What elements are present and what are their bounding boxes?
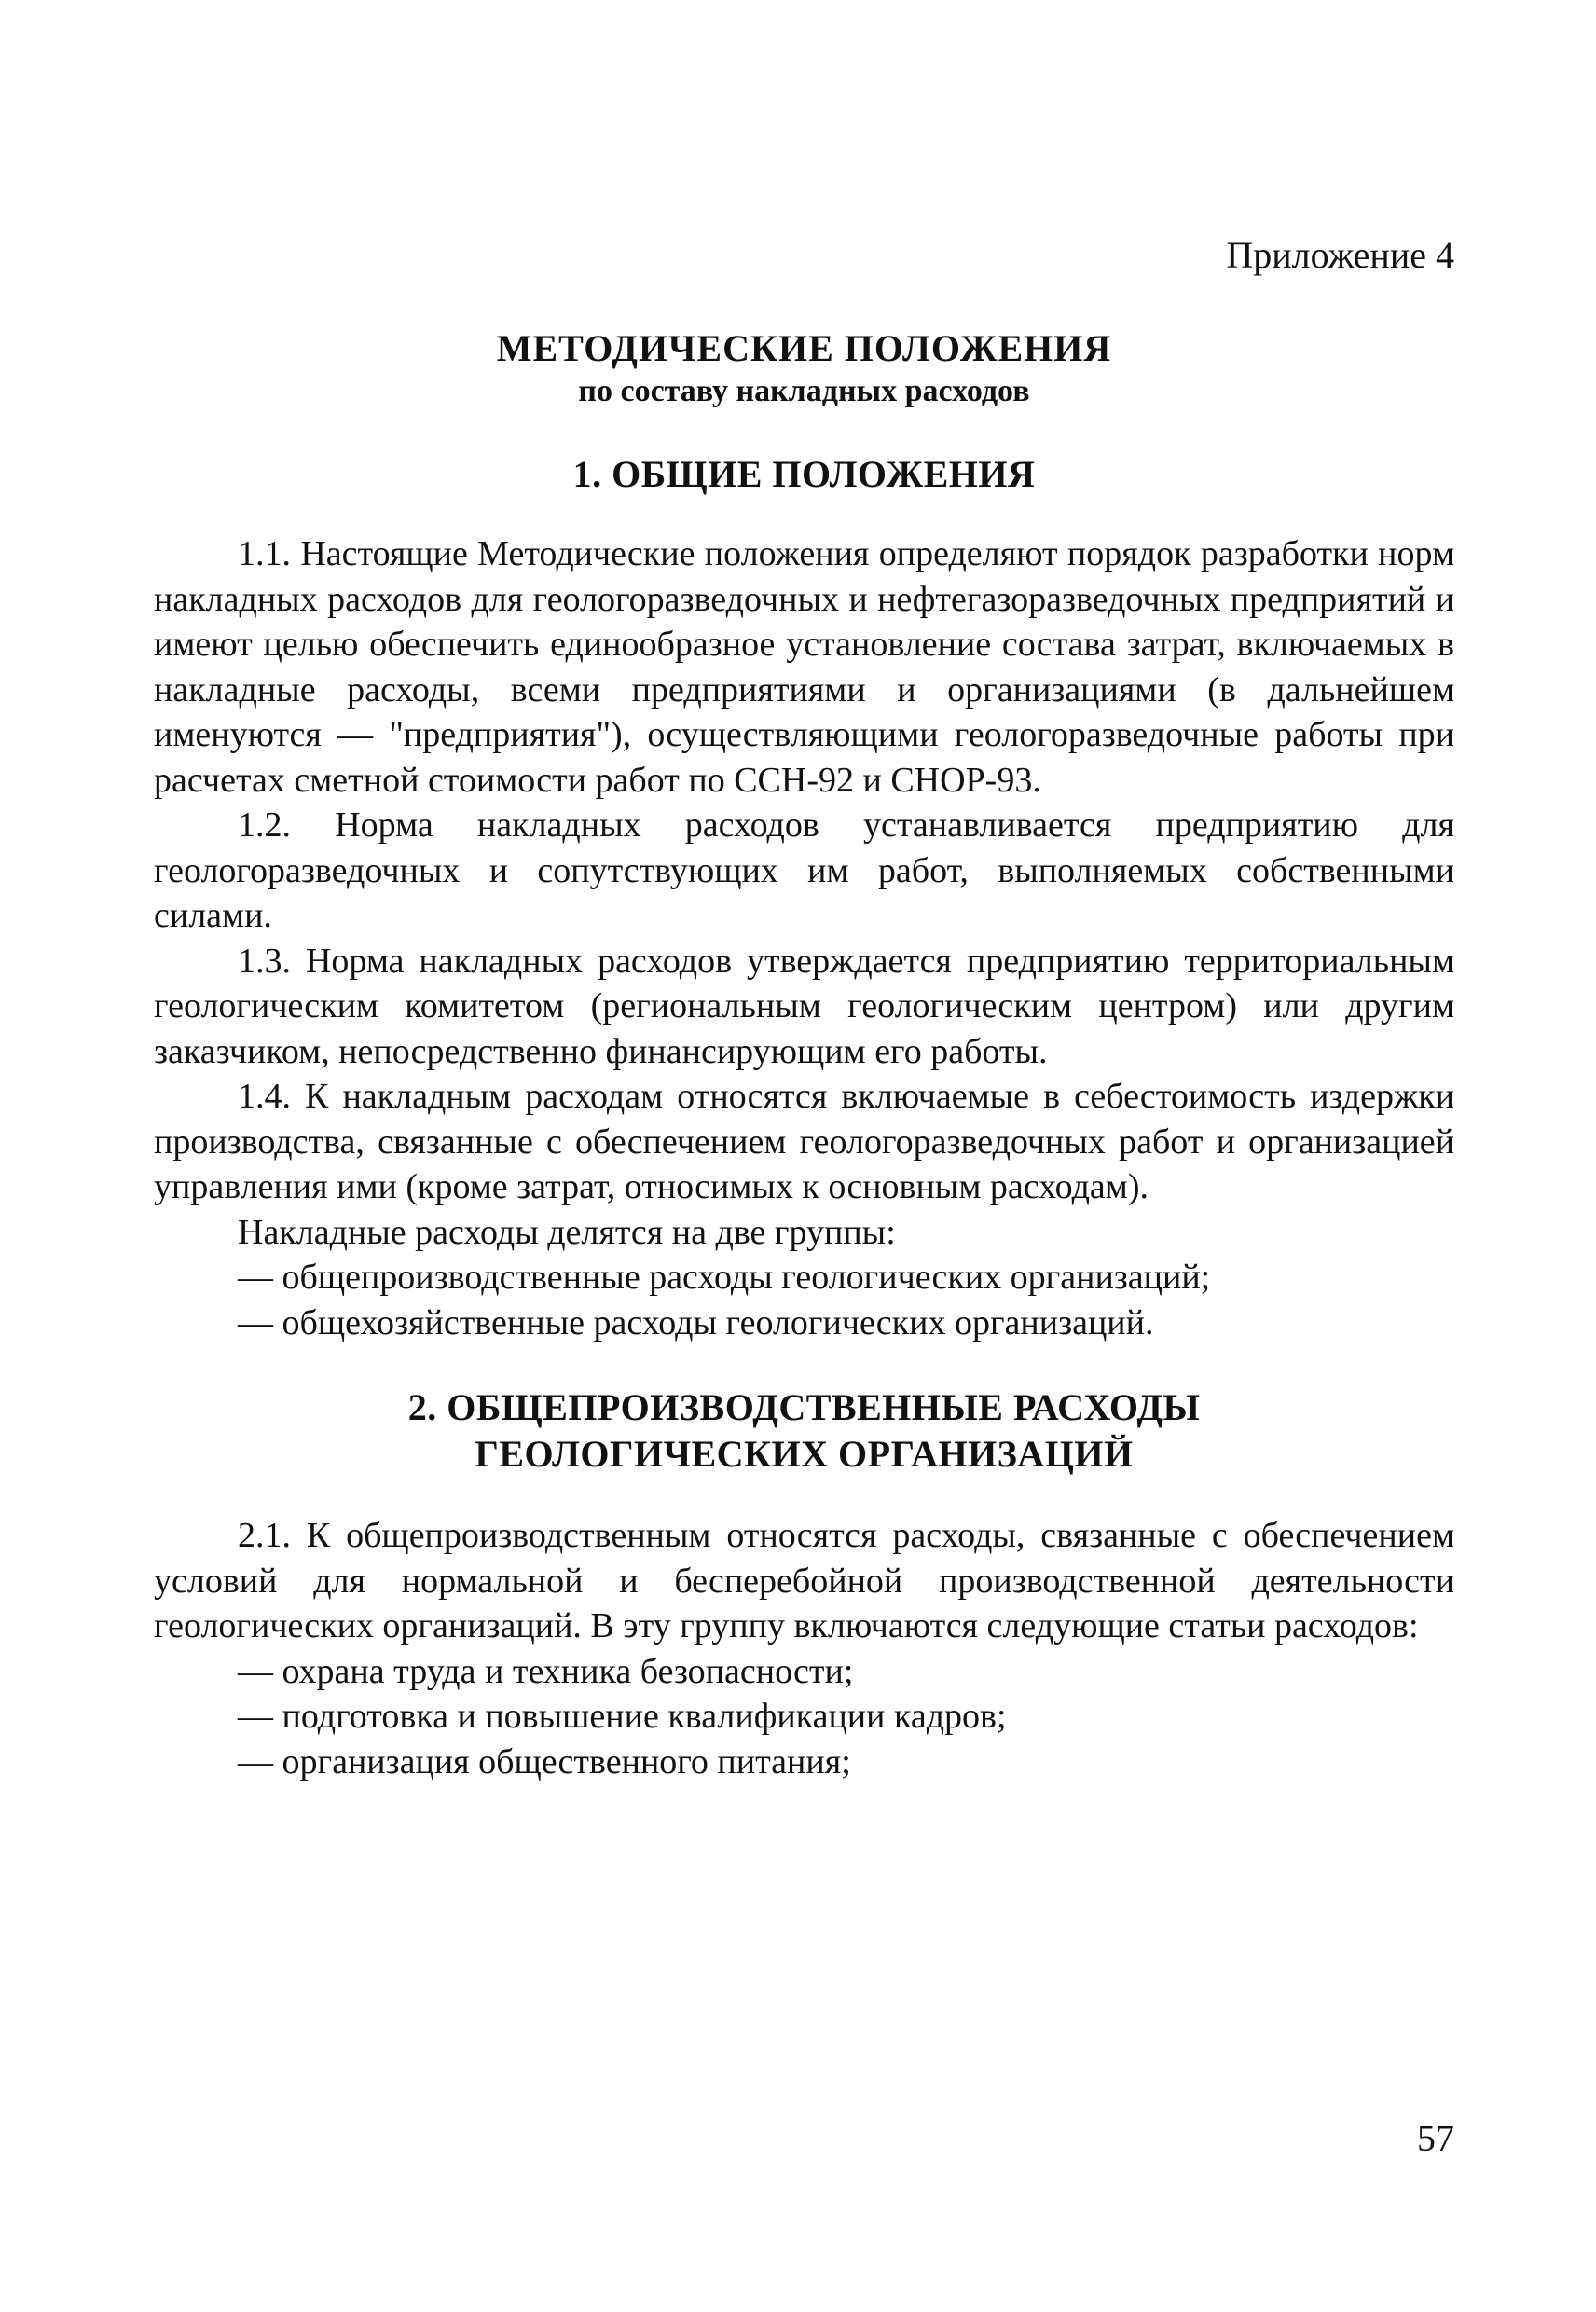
paragraph-1-1: 1.1. Настоящие Методические положения определяют порядок разработки норм накладных расходов для геологоразведочных и нефтегазоразведочных предприятий и имеют целью обеспечить единообразное установление состава затрат, включаемых в накладные расходы, всеми предприятиями и организациями (в дальнейшем именуются — "предприятия"), осуществляющими геологоразведочные работы при расчетах сметной стоимости работ по ССН-92 и СНОР-93. [154, 534, 1454, 800]
list-item: — охрана труда и техника безопасности; [238, 1651, 854, 1691]
expense-items-list [154, 1649, 1454, 1785]
appendix-label: Приложение 4 [1226, 234, 1454, 276]
document-subtitle: по составу накладных расходов [578, 374, 1030, 408]
section-2-heading [154, 1384, 1454, 1478]
paragraph-2-1: 2.1. К общепроизводственным относятся расходы, связанные с обеспечением условий для нормальной и бесперебойной производственной деятельности геологических организаций. В эту группу включаются следующие статьи расходов: [154, 1516, 1454, 1645]
overhead-groups-list [154, 1255, 1454, 1345]
groups-intro: Накладные расходы делятся на две группы: [238, 1212, 896, 1252]
list-item: — организация общественного питания; [238, 1741, 851, 1782]
page-number: 57 [1417, 2117, 1454, 2159]
paragraph-1-4: 1.4. К накладным расходам относятся включаемые в себестоимость издержки производства, связанные с обеспечением геологоразведочных работ и организацией управления ими (кроме затрат, относимых к основным расходам). [154, 1077, 1454, 1206]
section-2-heading-line-2: ГЕОЛОГИЧЕСКИХ ОРГАНИЗАЦИЙ [475, 1433, 1134, 1475]
list-item: — подготовка и повышение квалификации кадров; [238, 1697, 1007, 1736]
section-1-heading: 1. ОБЩИЕ ПОЛОЖЕНИЯ [572, 453, 1036, 495]
list-item: — общепроизводственные расходы геологических организаций; [238, 1258, 1211, 1297]
paragraph-1-2: 1.2. Норма накладных расходов устанавливается предприятию для геологоразведочных и сопутствующих им работ, выполняемых собственными силами. [154, 805, 1454, 935]
document-page [154, 233, 1454, 1784]
paragraph-1-3: 1.3. Норма накладных расходов утверждается предприятию территориальным геологическим комитетом (региональным геологическим центром) или другим заказчиком, непосредственно финансирующим его работы. [154, 941, 1454, 1071]
section-2-heading-line-1: 2. ОБЩЕПРОИЗВОДСТВЕННЫЕ РАСХОДЫ [407, 1386, 1201, 1428]
list-item: — общехозяйственные расходы геологических организаций. [238, 1302, 1154, 1342]
document-title: МЕТОДИЧЕСКИЕ ПОЛОЖЕНИЯ [496, 327, 1112, 369]
